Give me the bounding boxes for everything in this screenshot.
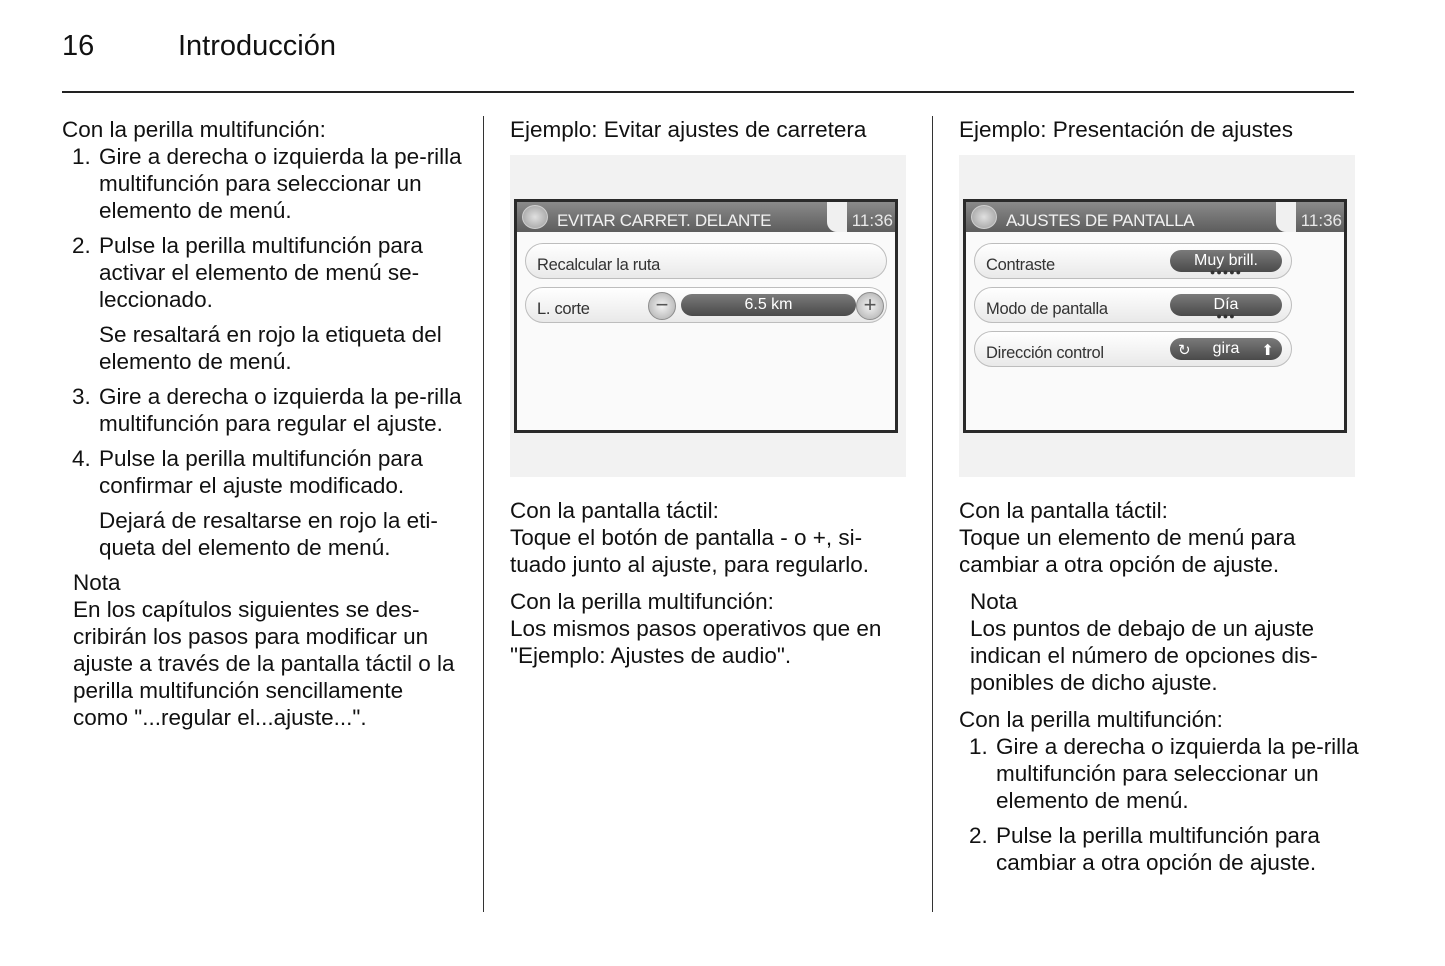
- contrast-setting-row[interactable]: [974, 243, 1292, 279]
- option-dots: ●●●●●: [1209, 267, 1243, 277]
- clock: 11:36: [851, 211, 893, 230]
- column-3: [959, 116, 1359, 884]
- display-mode-value: [1170, 294, 1282, 321]
- value-text: Día: [1213, 296, 1239, 313]
- control-direction-value: [1170, 338, 1282, 360]
- example-heading: Ejemplo: Evitar ajustes de carretera: [510, 117, 867, 142]
- page-number: 16: [62, 30, 95, 62]
- step-subtext: Dejará de resaltarse en rojo la eti-queta del elemento de menú.: [99, 508, 438, 560]
- row-label: Modo de pantalla: [986, 300, 1108, 318]
- step-subtext: Se resaltará en rojo la etiqueta del elemento de menú.: [99, 322, 442, 374]
- arrow-up-icon: ⬆: [1261, 342, 1274, 359]
- minus-button[interactable]: −: [648, 292, 676, 320]
- knob-text: Los mismos pasos operativos que en "Ejemplo: Ajustes de audio".: [510, 616, 882, 668]
- knob-steps-list: [969, 733, 1359, 876]
- step-number: 1.: [72, 144, 91, 169]
- screen-title: EVITAR CARRET. DELANTE: [557, 211, 772, 230]
- title-bar-notch: [827, 202, 847, 232]
- row-label: Contraste: [986, 256, 1055, 274]
- plus-button[interactable]: +: [856, 292, 884, 320]
- touch-text: Toque un elemento de menú para cambiar a otra opción de ajuste.: [959, 525, 1296, 577]
- touch-title: Con la pantalla táctil:: [959, 498, 1168, 523]
- step-item: [969, 822, 1359, 876]
- step-number: 2.: [969, 823, 988, 848]
- step-number: 3.: [72, 384, 91, 409]
- navigation-icon: [522, 205, 548, 229]
- step-text: Gire a derecha o izquierda la pe-rilla multifunción para seleccionar un elemento de menú.: [996, 734, 1359, 813]
- title-bar-notch: [1276, 202, 1296, 232]
- column-2: [510, 116, 910, 669]
- settings-icon: [971, 205, 997, 229]
- display-screen: [514, 199, 898, 433]
- step-item: [969, 733, 1359, 814]
- row-label: Dirección control: [986, 344, 1104, 362]
- step-item: [72, 143, 462, 224]
- value-text: gira: [1212, 340, 1240, 357]
- step-item: [72, 232, 462, 375]
- contrast-value: [1170, 250, 1282, 277]
- screen-title-bar: [517, 202, 895, 232]
- step-number: 2.: [72, 233, 91, 258]
- step-text: Gire a derecha o izquierda la pe-rilla multifunción para regular el ajuste.: [99, 384, 462, 436]
- example-heading: Ejemplo: Presentación de ajustes: [959, 117, 1293, 142]
- screen-title-bar: [966, 202, 1344, 232]
- control-direction-row[interactable]: [974, 331, 1292, 367]
- knob-steps-list: [72, 143, 462, 561]
- step-item: [72, 445, 462, 561]
- screen-figure-avoid-road: [510, 155, 906, 477]
- rotate-icon: ↻: [1178, 342, 1191, 359]
- step-text: Pulse la perilla multifunción para cambiar a otra opción de ajuste.: [996, 823, 1320, 875]
- step-number: 4.: [72, 446, 91, 471]
- note-text: Los puntos de debajo de un ajuste indican el número de opciones dis-ponibles de dicho ajuste.: [970, 616, 1318, 695]
- note-block: [970, 588, 1359, 696]
- knob-title: Con la perilla multifunción:: [510, 589, 774, 614]
- note-title: Nota: [970, 589, 1018, 614]
- page-title: Introducción: [178, 30, 336, 62]
- step-text: Gire a derecha o izquierda la pe-rilla multifunción para seleccionar un elemento de menú.: [99, 144, 462, 223]
- touch-text: Toque el botón de pantalla - o +, si-tuado junto al ajuste, para regularlo.: [510, 525, 869, 577]
- value-text: Muy brill.: [1193, 252, 1258, 269]
- screen-figure-display-settings: [959, 155, 1355, 477]
- header-rule: [62, 91, 1354, 93]
- knob-title: Con la perilla multifunción:: [959, 707, 1223, 732]
- column-1: [62, 116, 462, 731]
- display-mode-row[interactable]: [974, 287, 1292, 323]
- step-text: Pulse la perilla multifunción para activar el elemento de menú se-leccionado.: [99, 233, 423, 312]
- display-screen: [963, 199, 1347, 433]
- note-title: Nota: [73, 570, 121, 595]
- touch-title: Con la pantalla táctil:: [510, 498, 719, 523]
- clock: 11:36: [1300, 211, 1342, 230]
- screen-title: AJUSTES DE PANTALLA: [1006, 211, 1195, 230]
- knob-instructions-lead: Con la perilla multifunción:: [62, 117, 326, 142]
- row-label: Recalcular la ruta: [537, 256, 660, 274]
- cutoff-value: 6.5 km: [681, 294, 856, 316]
- cutoff-distance-row: [525, 287, 887, 323]
- step-number: 1.: [969, 734, 988, 759]
- note-text: En los capítulos siguientes se des-cribirán los pasos para modificar un ajuste a través de la pantalla táctil o la perilla multifunción sencillamente como "...regular el...ajuste...".: [73, 597, 455, 730]
- step-text: Pulse la perilla multifunción para confirmar el ajuste modificado.: [99, 446, 423, 498]
- note-block: [73, 569, 462, 731]
- step-item: [72, 383, 462, 437]
- column-divider-2: [932, 116, 933, 912]
- row-label: L. corte: [537, 300, 590, 318]
- recalculate-route-button[interactable]: [525, 243, 887, 279]
- column-divider-1: [483, 116, 484, 912]
- option-dots: ●●●: [1216, 311, 1236, 321]
